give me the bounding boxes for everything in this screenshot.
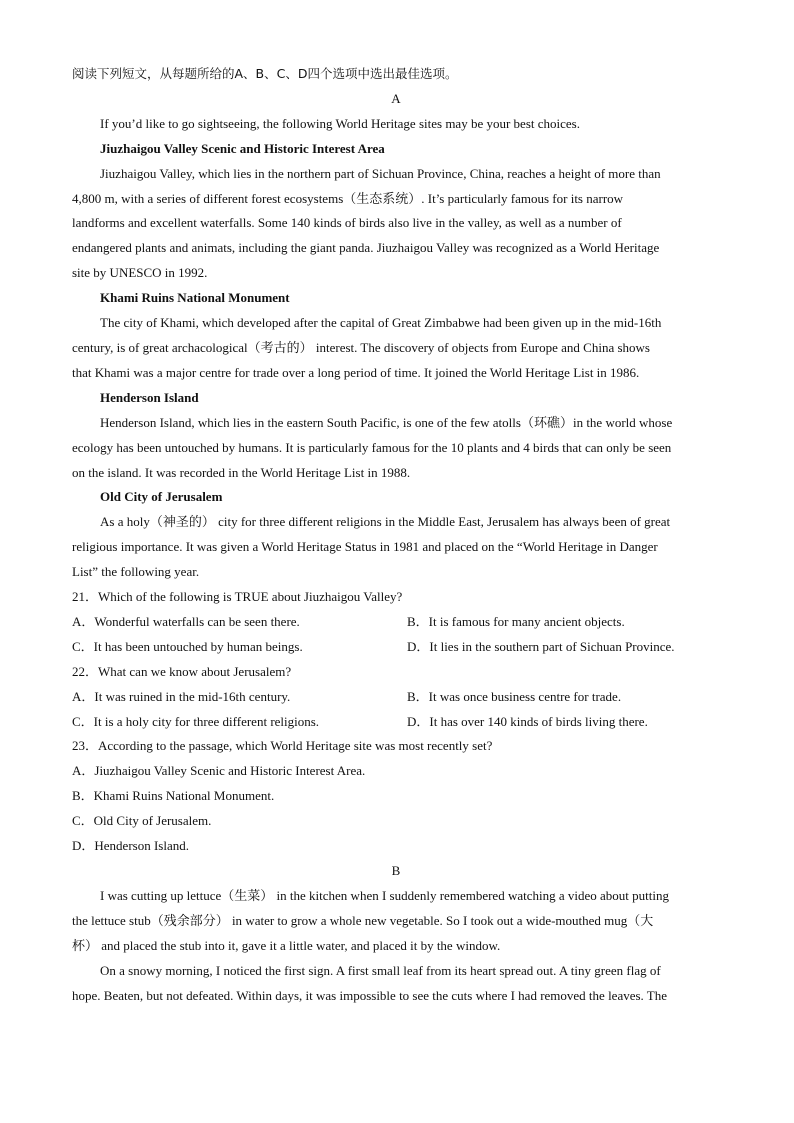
site-henderson <box>72 386 720 486</box>
option-c[interactable]: C．It is a holy city for three different religions. <box>72 713 320 729</box>
option-d[interactable]: D．It has over 140 kinds of birds living there. <box>407 713 648 729</box>
site-jiuzhaigou <box>72 137 720 286</box>
site-jerusalem <box>72 485 720 585</box>
passage-line: 杯） and placed the stub into it, gave it a little water, and placed it by the window. <box>72 937 501 953</box>
section-a-intro: If you’d like to go sightseeing, the following World Heritage sites may be your best choices. <box>100 115 580 131</box>
site-title: Jiuzhaigou Valley Scenic and Historic Interest Area <box>100 140 385 156</box>
question-stem: 21．Which of the following is TRUE about Jiuzhaigou Valley? <box>72 589 403 605</box>
passage-line: the lettuce stub（残余部分） in water to grow a whole new vegetable. So I took out a wide-mouthed mug（大 <box>72 912 654 928</box>
option-d[interactable]: D．It lies in the southern part of Sichuan Province. <box>407 638 675 654</box>
passage-line: landforms and excellent waterfalls. Some 140 kinds of birds also live in the valley, as well as a number of <box>72 215 622 231</box>
passage-line: Jiuzhaigou Valley, which lies in the northern part of Sichuan Province, China, reaches a height of more than <box>100 165 661 181</box>
question-stem: 23．According to the passage, which World Heritage site was most recently set? <box>72 738 493 754</box>
section-b-paragraph-1 <box>72 884 720 959</box>
passage-line: hope. Beaten, but not defeated. Within days, it was impossible to see the cuts where I had removed the leaves. The <box>72 987 668 1003</box>
option-a[interactable]: A．Jiuzhaigou Valley Scenic and Historic Interest Area. <box>72 763 366 779</box>
section-b-paragraph-2 <box>72 959 720 1009</box>
option-b[interactable]: B．Khami Ruins National Monument. <box>72 788 275 804</box>
site-title: Henderson Island <box>100 389 199 405</box>
passage-line: endangered plants and animats, including the giant panda. Jiuzhaigou Valley was recognized as a World Heritage <box>72 240 660 256</box>
question-stem: 22．What can we know about Jerusalem? <box>72 663 292 679</box>
option-row <box>72 635 720 660</box>
option-row <box>72 685 720 710</box>
option-row <box>72 710 720 735</box>
question-23 <box>72 734 720 859</box>
option-c[interactable]: C．It has been untouched by human beings. <box>72 638 303 654</box>
option-d[interactable]: D．Henderson Island. <box>72 838 189 854</box>
passage-line: The city of Khami, which developed after the capital of Great Zimbabwe had been given up in the mid-16th <box>100 315 662 331</box>
exam-page <box>72 62 720 1008</box>
site-khami <box>72 286 720 386</box>
option-c[interactable]: C．Old City of Jerusalem. <box>72 813 212 829</box>
option-a[interactable]: A．Wonderful waterfalls can be seen there. <box>72 613 300 629</box>
option-row <box>72 610 720 635</box>
option-a[interactable]: A．It was ruined in the mid-16th century. <box>72 688 291 704</box>
passage-line: List” the following year. <box>72 564 200 580</box>
passage-line: On a snowy morning, I noticed the first sign. A first small leaf from its heart spread out. A tiny green flag of <box>100 962 661 978</box>
passage-line: As a holy（神圣的） city for three different religions in the Middle East, Jerusalem has always been of great <box>100 514 671 530</box>
passage-line: Henderson Island, which lies in the eastern South Pacific, is one of the few atolls（环礁）in the world whose <box>100 414 673 430</box>
passage-line: I was cutting up lettuce（生菜） in the kitchen when I suddenly remembered watching a video about putting <box>100 887 669 903</box>
option-b[interactable]: B．It is famous for many ancient objects. <box>407 613 625 629</box>
passage-line: 4,800 m, with a series of different forest ecosystems（生态系统）. It’s particularly famous for its narrow <box>72 190 624 206</box>
section-b-label: B <box>391 863 401 878</box>
section-a-label: A <box>391 90 401 106</box>
instructions: 阅读下列短文，从每题所给的A、B、C、D四个选项中选出最佳选项。 <box>72 66 458 81</box>
passage-line: that Khami was a major centre for trade over a long period of time. It joined the World Heritage List in 1986. <box>72 364 640 380</box>
site-title: Old City of Jerusalem <box>100 489 223 505</box>
passage-line: on the island. It was recorded in the World Heritage List in 1988. <box>72 464 411 480</box>
passage-line: site by UNESCO in 1992. <box>72 265 208 281</box>
passage-line: century, is of great archacological（考古的） interest. The discovery of objects from Europe and China shows <box>72 339 650 355</box>
option-b[interactable]: B．It was once business centre for trade. <box>407 688 622 704</box>
question-22 <box>72 660 720 735</box>
passage-line: ecology has been untouched by humans. It is particularly famous for the 10 plants and 4 birds that can only be seen <box>72 439 672 455</box>
passage-line: religious importance. It was given a World Heritage Status in 1981 and placed on the “World Heritage in Danger <box>72 539 658 555</box>
site-title: Khami Ruins National Monument <box>100 290 290 306</box>
question-21 <box>72 585 720 660</box>
